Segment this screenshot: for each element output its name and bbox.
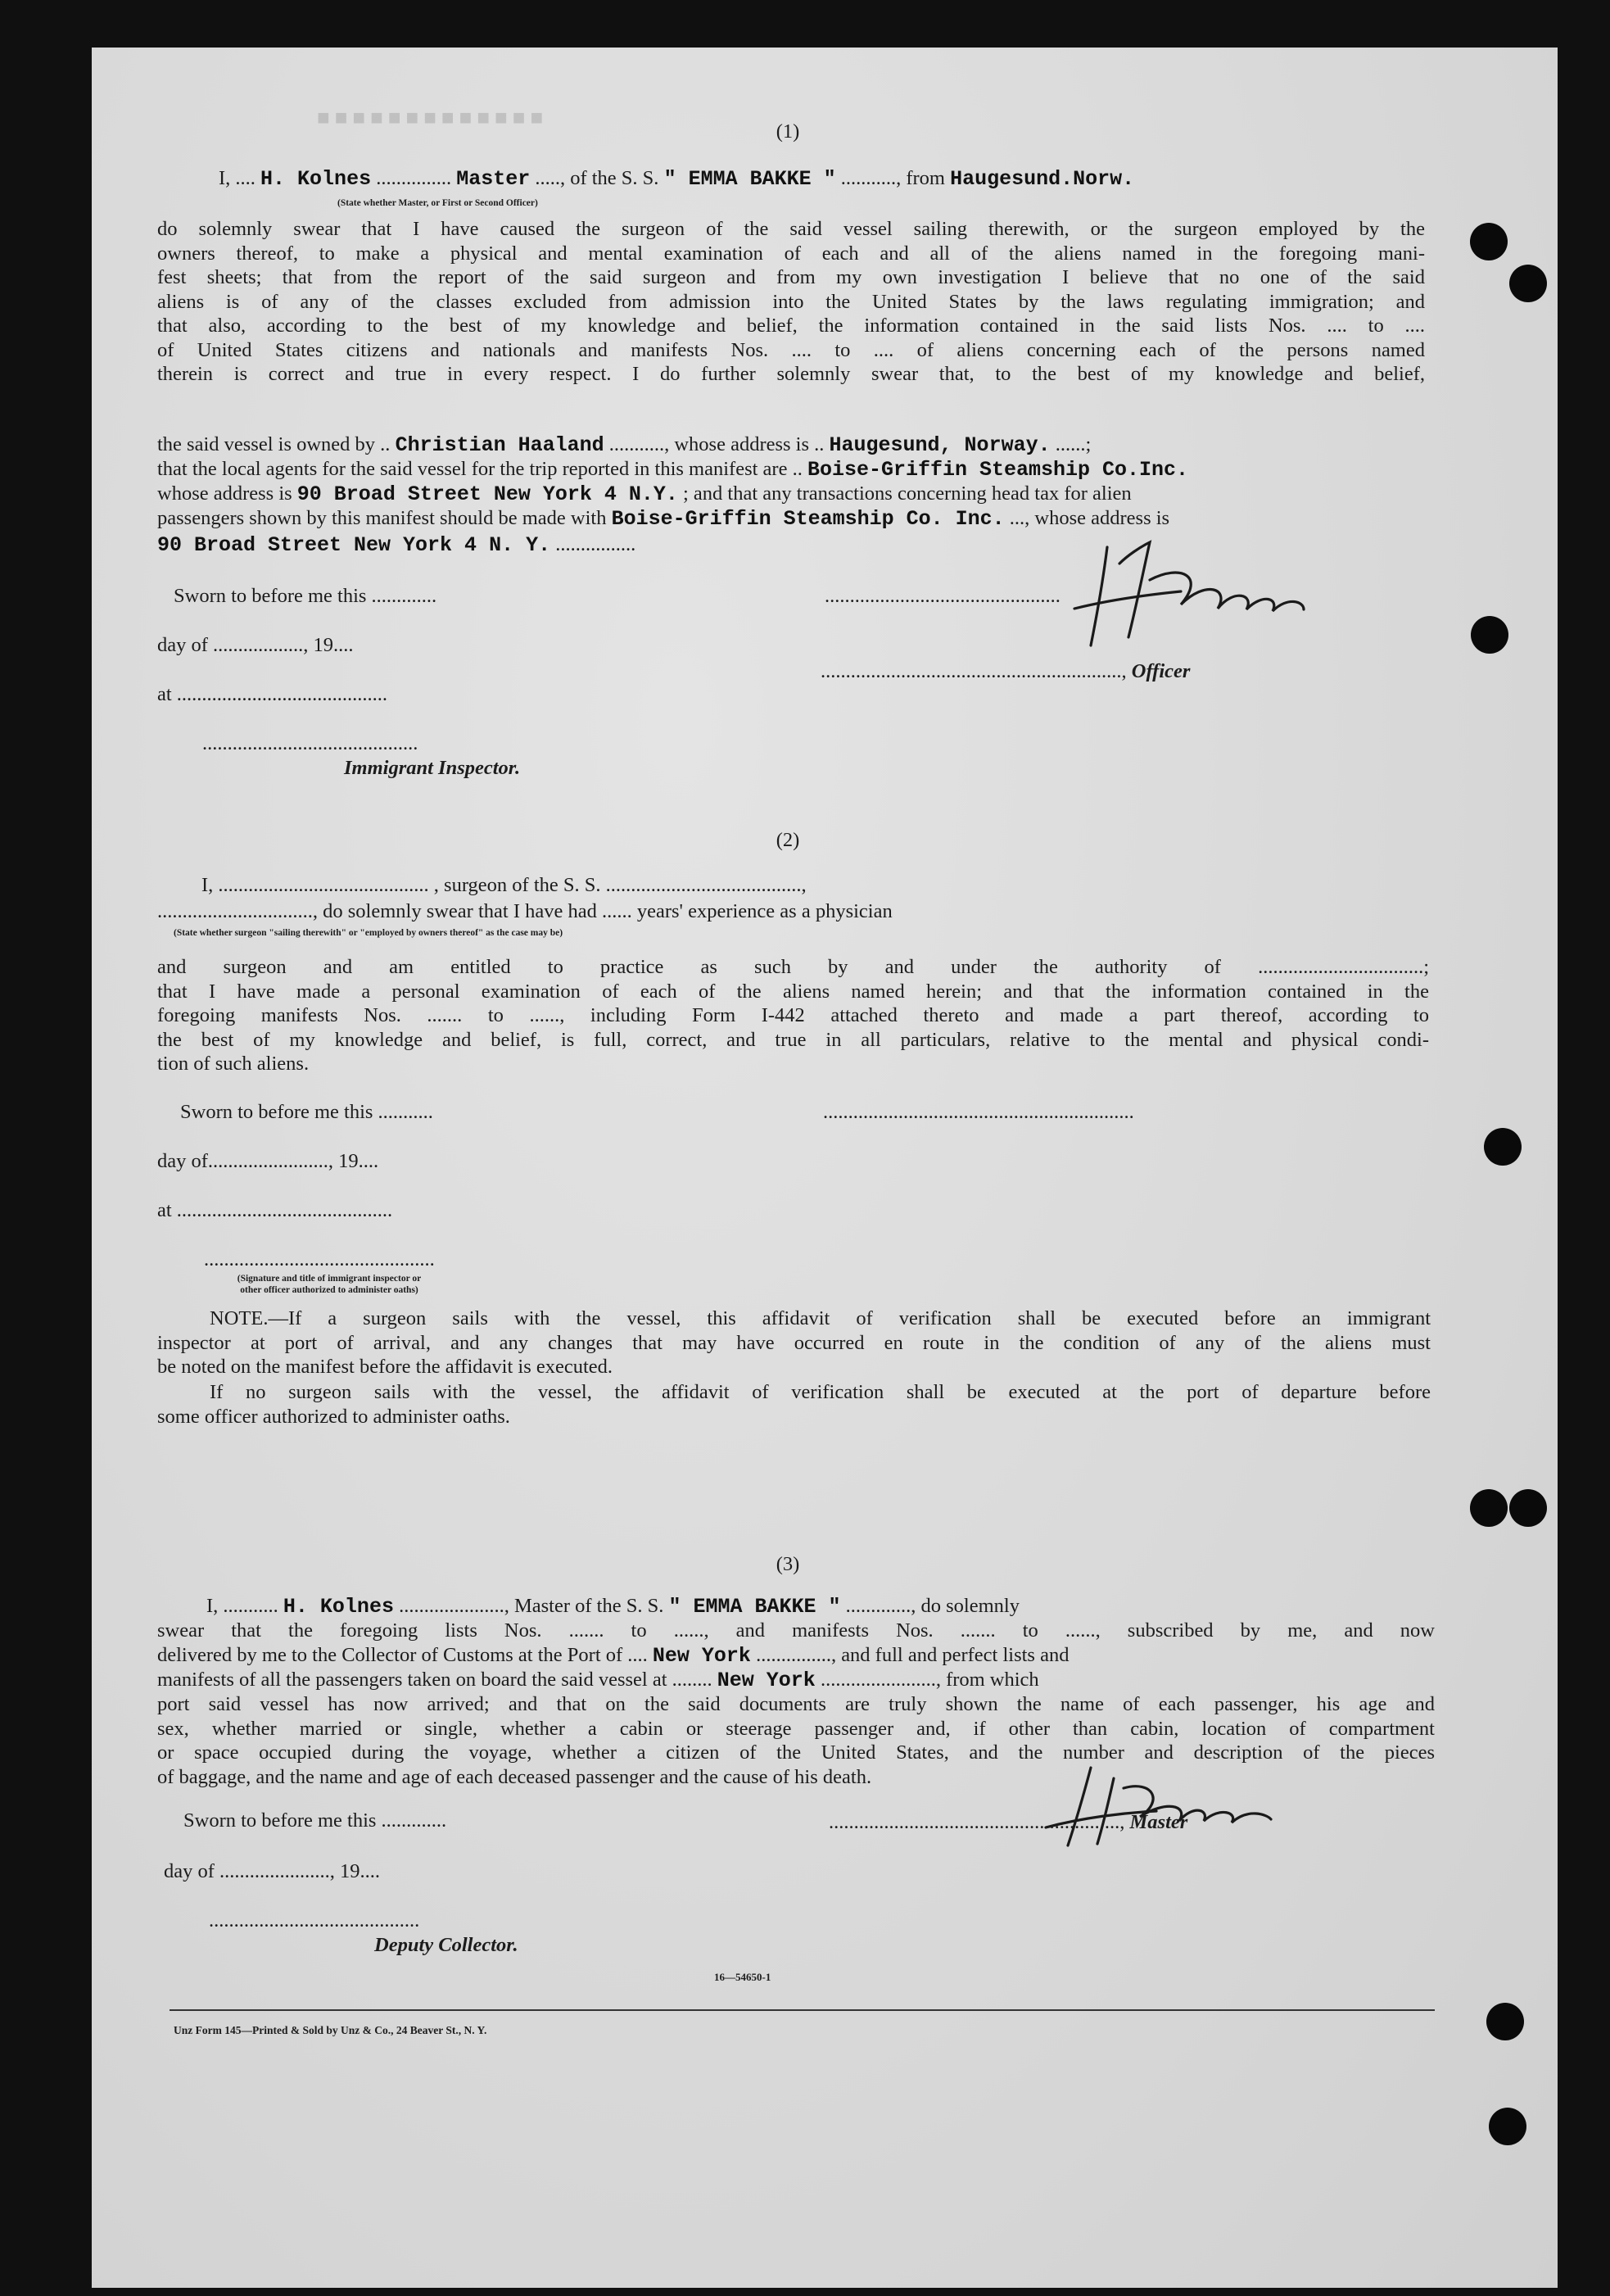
manifest-verification-page (92, 48, 1558, 2288)
binder-hole (1509, 1489, 1547, 1527)
binder-hole (1509, 265, 1547, 302)
master-signature-line: .........................................................., Master (829, 1811, 1188, 1833)
local-agent: Boise-Griffin Steamship Co.Inc. (807, 458, 1189, 482)
master-oath-line: I, .... H. Kolnes ............... Master ....., of the S. S. " EMMA BAKKE " ..........., from Haugesund.Norw. (219, 167, 1135, 191)
section-number-1: (1) (776, 120, 800, 143)
note-paragraph: NOTE.—If a surgeon sails with the vessel, this affidavit of verification shall be executed before an immigrant inspector at port of arrival, and any changes that may have occurred en route in the condition of any of the aliens must be noted on the manifest before the affidavit is executed. (157, 1307, 1431, 1378)
surgeon-oath-line-1: I, .......................................... , surgeon of the S. S. ......................................., (201, 874, 807, 896)
officer-signature-line-2b: .............................................. (204, 1248, 435, 1270)
agent-address: 90 Broad Street New York 4 N.Y. (296, 482, 678, 506)
surgeon-oath-body: and surgeon and am entitled to practice as such by and under the authority of .................................; that I have made a personal examination of each of the aliens named herein; and that the information contained in the foregoing manifests Nos. ....... to ......, including Form I-442 attached thereto and made a part thereof, according to the best of my knowledge and belief, is full, correct, and true in all particulars, relative to the mental and physical condi- tion of such aliens. (157, 956, 1429, 1075)
departure-port: Haugesund.Norw. (950, 167, 1135, 191)
surgeon-note: (State whether surgeon "sailing therewith" or "employed by owners thereof" as the case may be) (174, 928, 563, 938)
final-oath-line-4: manifests of all the passengers taken on board the said vessel at ........ New York ......................., from which (157, 1669, 1039, 1692)
binder-hole (1489, 2108, 1526, 2145)
master-signature-1 (1058, 531, 1353, 654)
master-oath-body: do solemnly swear that I have caused the surgeon of the said vessel sailing therewith, or the surgeon employed by the owners thereof, to make a physical and mental examination of each and all of the aliens named in the foregoing mani- fest sheets; that from the report of the said surgeon and from my own investigation I believe that no one of the said aliens is of any of the classes excluded from admission into the United States by the laws regulating immigration; and that also, according to the best of my knowledge and belief, the information contained in the said lists Nos. .... to .... of United States citizens and nationals and manifests Nos. .... to .... of aliens concerning each of the persons named therein is correct and true in every respect. I do further solemnly swear that, to the best of my knowledge and belief, (157, 218, 1425, 385)
footer-rule (170, 2009, 1435, 2011)
officer-label: Officer (1131, 660, 1191, 682)
sworn-line-2: Sworn to before me this ........... (180, 1101, 433, 1123)
officer-signature-line-1: ............................................... (825, 585, 1061, 607)
note-paragraph-2: If no surgeon sails with the vessel, the affidavit of verification shall be executed at the port of departure before some officer authorized to administer oaths. (157, 1381, 1431, 1428)
at-line-1: at .......................................... (157, 683, 388, 705)
rank-note: (State whether Master, or First or Second Officer) (337, 198, 538, 208)
final-oath-body: port said vessel has now arrived; and that on the said documents are truly shown the name of each passenger, his age and sex, whether married or single, whether a cabin or steerage passenger and, if other than cabin, location of compartment or space occupied during the voyage, whether a citizen of the United States, and the number and description of the pieces of baggage, and the name and age of each deceased passenger and the cause of his death. (157, 1693, 1435, 1788)
final-oath-line-3: delivered by me to the Collector of Customs at the Port of .... New York ..............., and full and perfect lists and (157, 1644, 1070, 1668)
owner-address: Haugesund, Norway. (829, 433, 1051, 457)
master-name-2: H. Kolnes (283, 1595, 394, 1619)
day-line-1: day of .................., 19.... (157, 634, 354, 656)
binder-hole (1486, 2003, 1524, 2040)
agent-line: that the local agents for the said vessel for the trip reported in this manifest are .. Boise-Griffin Steamship Co.Inc. (157, 458, 1189, 482)
master-signature-2 (1033, 1755, 1345, 1854)
surgeon-signature-line: .............................................................. (823, 1101, 1134, 1123)
signature-note-line-2: other officer authorized to administer oaths) (240, 1285, 418, 1295)
day-line-2: day of........................, 19.... (157, 1150, 379, 1172)
final-oath-line-2-wrap (157, 1619, 1435, 1643)
owner-line: the said vessel is owned by .. Christian Haaland ..........., whose address is .. Haugesund, Norway. ......; (157, 433, 1092, 457)
binder-hole (1470, 223, 1508, 260)
master-label: Master (1129, 1811, 1188, 1833)
binder-hole (1484, 1128, 1522, 1166)
inspector-label: Immigrant Inspector. (344, 757, 521, 779)
at-line-2: at ........................................... (157, 1199, 393, 1221)
section-number-3: (3) (776, 1553, 800, 1575)
bleed-through-header: ■■■■■■■■■■■■■ (317, 105, 549, 129)
ship-name-2: " EMMA BAKKE " (668, 1595, 841, 1619)
head-tax-address: 90 Broad Street New York 4 N. Y. (157, 533, 551, 557)
collector-signature-line: .......................................... (209, 1909, 420, 1931)
boarding-port: New York (717, 1669, 816, 1692)
day-line-3: day of ......................, 19.... (164, 1860, 381, 1882)
master-name: H. Kolnes (260, 167, 372, 191)
master-rank: Master (456, 167, 531, 191)
signature-note-line-1: (Signature and title of immigrant inspector or (237, 1274, 422, 1284)
ship-name: " EMMA BAKKE " (663, 167, 836, 191)
sworn-line-1: Sworn to before me this ............. (174, 585, 437, 607)
head-tax-company: Boise-Griffin Steamship Co. Inc. (611, 507, 1005, 531)
head-tax-address-line: 90 Broad Street New York 4 N. Y. ................ (157, 533, 636, 557)
sworn-line-3: Sworn to before me this ............. (183, 1809, 447, 1832)
arrival-port: New York (652, 1644, 751, 1668)
head-tax-line: passengers shown by this manifest should be made with Boise-Griffin Steamship Co. Inc. ..., whose address is (157, 507, 1170, 531)
binder-hole (1471, 616, 1508, 654)
final-oath-line-2: swear that the foregoing lists Nos. ....... to ......, and manifests Nos. ....... to ......, subscribed by me, and now (157, 1619, 1435, 1642)
agent-address-line: whose address is 90 Broad Street New York 4 N.Y. ; and that any transactions concerning head tax for alien (157, 482, 1132, 506)
inspector-signature-line: ........................................... (202, 732, 418, 754)
officer-signature-line-2: ............................................................, Officer (821, 660, 1191, 682)
final-oath-line-1: I, ........... H. Kolnes ....................., Master of the S. S. " EMMA BAKKE " ............., do solemnly (206, 1595, 1020, 1619)
vessel-owner: Christian Haaland (395, 433, 604, 457)
section-number-2: (2) (776, 829, 800, 851)
surgeon-oath-line-2: ..............................., do solemnly swear that I have had ...... years' experience as a physician (157, 900, 893, 922)
printer-footer: Unz Form 145—Printed & Sold by Unz & Co., 24 Beaver St., N. Y. (174, 2024, 487, 2036)
collector-label: Deputy Collector. (374, 1934, 518, 1956)
binder-hole (1470, 1489, 1508, 1527)
form-number: 16—54650-1 (714, 1971, 771, 1983)
